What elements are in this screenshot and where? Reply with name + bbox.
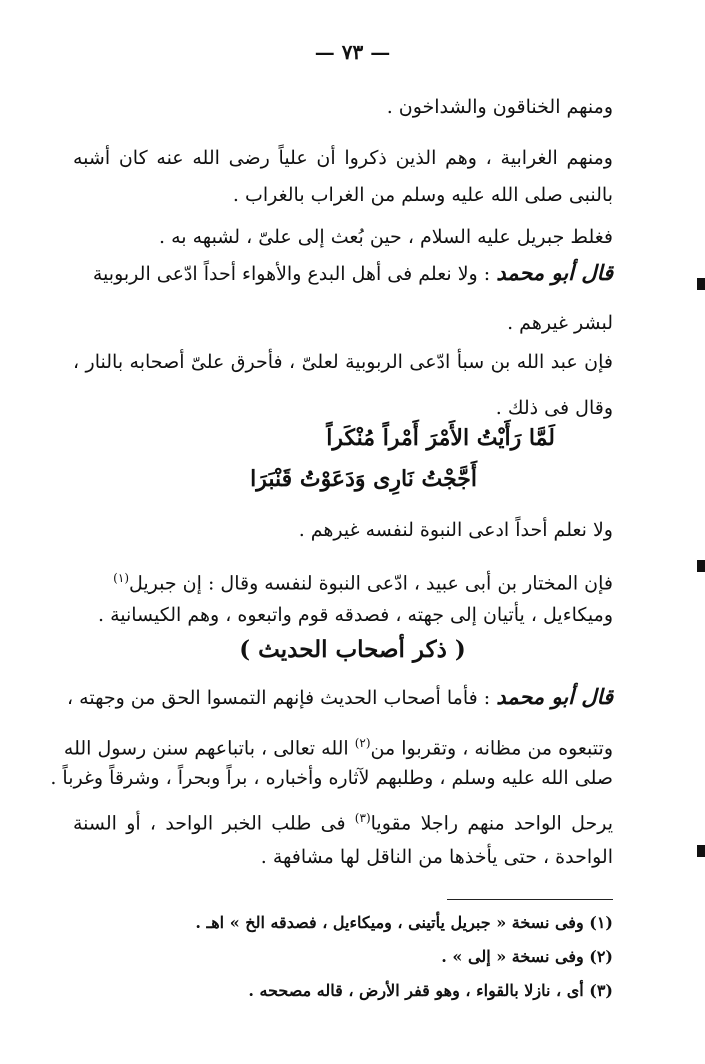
text-line: يرحل الواحد منهم راجلا مقويا$^{(٣)}$ فى طلب الخبر الواحد ، أو السنة: [73, 811, 613, 835]
text-line: ومنهم الغرابية ، وهم الذين ذكروا أن علياً رضى الله عنه كان أشبه: [73, 147, 613, 169]
page-number: — ٧٣ —: [314, 40, 391, 64]
text-line: قال أبو محمد : فأما أصحاب الحديث فإنهم التمسوا الحق من وجهته ،: [67, 684, 613, 709]
footnote-marker: (١): [113, 571, 129, 585]
footnote-marker: (٣): [354, 811, 371, 825]
footnote: (٣) أى ، نازلا بالقواء ، وهو قفر الأرض ، قاله مصححه .: [248, 981, 613, 1000]
text-line: فغلط جبريل عليه السلام ، حين بُعث إلى علىّ ، لشبهه به .: [159, 226, 613, 248]
verse-line-1: لَمَّا رَأَيْتُ الأَمْرَ أَمْراً مُنْكَراً: [326, 425, 555, 451]
text-line: صلى الله عليه وسلم ، وطلبهم لآثاره وأخباره ، براً وبحراً ، وشرقاً وغرباً .: [50, 767, 613, 789]
text-line: وتتبعوه من مظانه ، وتقربوا من$^{(٢)}$ الله تعالى ، باتباعهم سنن رسول الله: [63, 736, 613, 760]
text-line: فإن عبد الله بن سبأ ادّعى الربوبية لعلىّ ، فأحرق علىّ أصحابه بالنار ،: [73, 351, 613, 373]
text-line: وميكاءيل ، يأتيان إلى جهته ، فصدقه قوم واتبعوه ، وهم الكيسانية .: [97, 604, 613, 626]
scan-edge-mark: [697, 560, 705, 572]
scan-edge-mark: [697, 278, 705, 290]
text-line: لبشر غيرهم .: [507, 312, 613, 334]
text-line: وقال فى ذلك .: [495, 397, 613, 419]
text-line: بالنبى صلى الله عليه وسلم من الغراب بالغراب .: [232, 184, 613, 206]
footnote: (٢) وفى نسخة « إلى » .: [441, 947, 613, 966]
scan-edge-mark: [697, 845, 705, 857]
footnote-marker: (٢): [354, 736, 371, 750]
section-lead: قال أبو محمد: [496, 260, 613, 285]
section-heading: ( ذكر أصحاب الحديث ): [239, 636, 466, 663]
text-line: ولا نعلم أحداً ادعى النبوة لنفسه غيرهم .: [298, 519, 613, 541]
footnote: (١) وفى نسخة « جبريل يأتينى ، وميكاءيل ، فصدقه الخ » اهـ .: [195, 913, 613, 932]
verse-line-2: أَجَّجْتُ نَارِى وَدَعَوْتُ قَنْبَرَا: [250, 466, 477, 492]
section-lead: قال أبو محمد: [496, 684, 613, 709]
text-line: ومنهم الخناقون والشداخون .: [386, 96, 613, 118]
text-line: فإن المختار بن أبى عبيد ، ادّعى النبوة لنفسه وقال : إن جبريل$^{(١)}$: [113, 571, 613, 595]
footnote-divider: [447, 899, 613, 900]
text-line: قال أبو محمد : ولا نعلم فى أهل البدع والأهواء أحداً ادّعى الربوبية: [92, 260, 613, 285]
text-line: الواحدة ، حتى يأخذها من الناقل لها مشافهة .: [260, 846, 613, 868]
